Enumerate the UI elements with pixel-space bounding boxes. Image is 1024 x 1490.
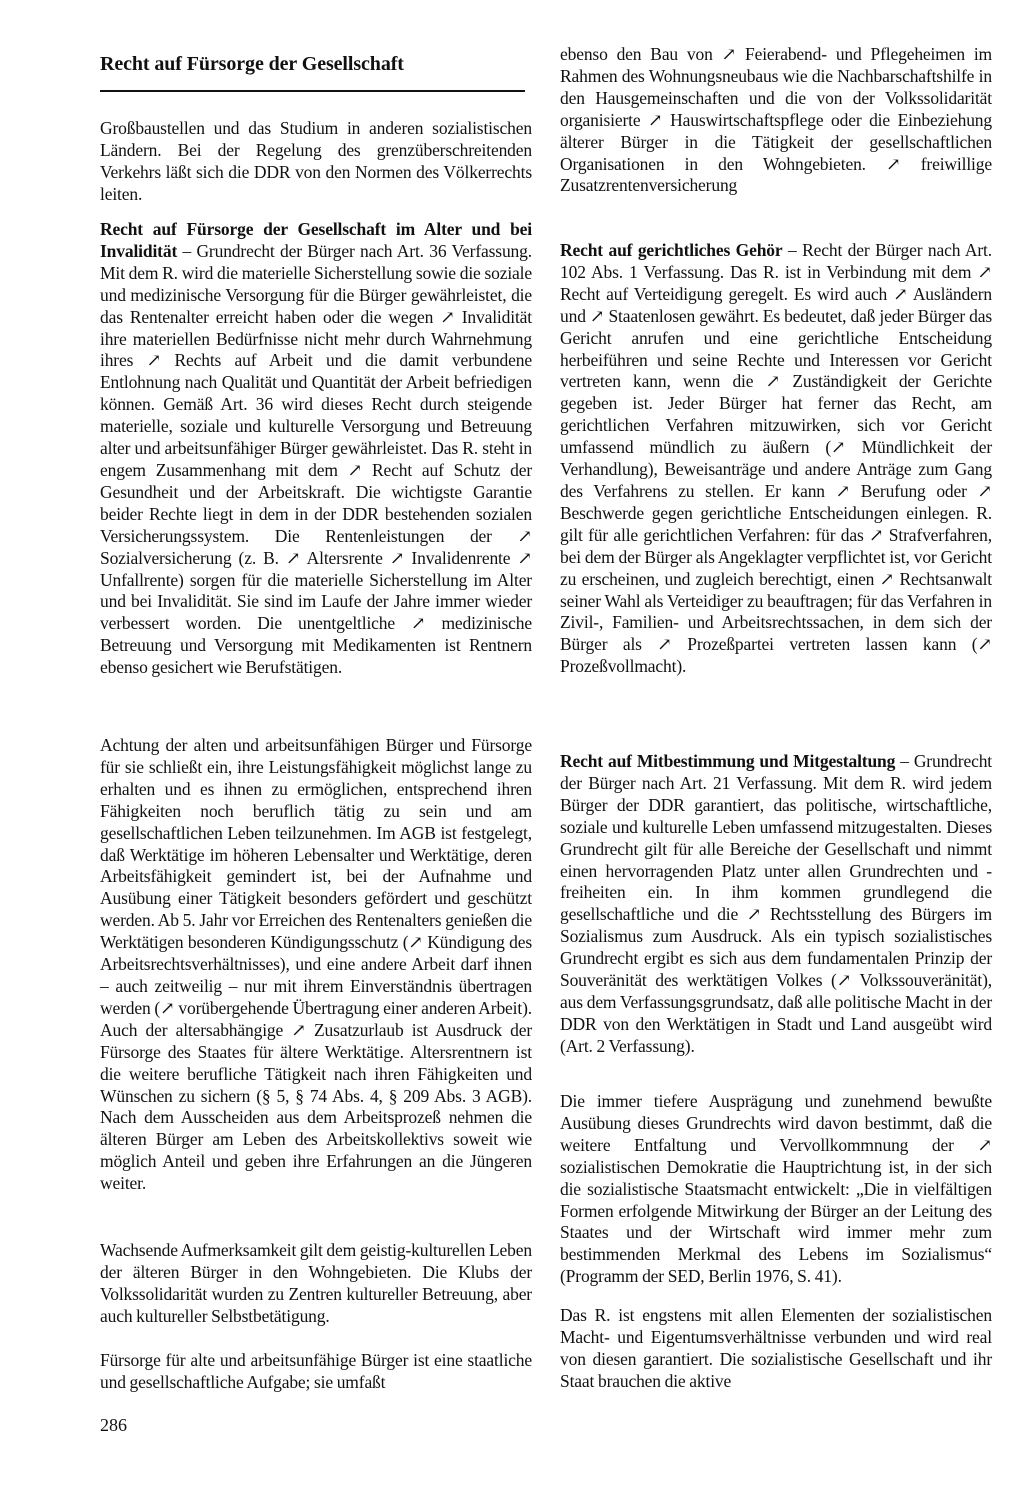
- entry-paragraph: Die immer tiefere Ausprägung und zunehmend bewußte Ausübung dieses Grundrechts wird davon bestimmt, daß die weitere Entfaltung und Vervollkommnung der ↗ sozialistischen Demokratie die Hauptrichtung ist, in der sich die sozialistische Staatsmacht entwickelt: „Die in vielfältigen Formen erfolgende Mitwirkung der Bürger an der Leitung des Staates und der Wirtschaft wird immer mehr zum bestimmenden Merkmal des Lebens im Sozialismus“ (Programm der SED, Berlin 1976, S. 41).: [560, 1091, 992, 1287]
- running-header-title: Recht auf Fürsorge der Gesellschaft: [100, 53, 404, 75]
- entry-term: Recht auf Mitbestimmung und Mitgestaltung: [560, 751, 896, 771]
- entry-recht-alter-invaliditaet: [100, 219, 532, 679]
- entry-term: Recht auf gerichtliches Gehör: [560, 240, 783, 260]
- entry-text: – Recht der Bürger nach Art. 102 Abs. 1 Verfassung. Das R. ist in Verbindung mit dem ↗ Recht auf Verteidigung geregelt. Es wird auch ↗ Ausländern und ↗ Staatenlosen gewährt. Es bedeutet, daß jeder Bürger das Gericht anrufen und eine gerichtliche Entscheidung herbeiführen und seine Rechte und Interessen vor Gericht vertreten kann, wenn die ↗ Zuständigkeit der Gerichte gegeben ist. Jeder Bürger hat ferner das Recht, am gerichtlichen Verfahren mitzuwirken, sich vor Gericht umfassend mündlich zu äußern (↗ Mündlichkeit der Verhandlung), Beweisanträge und andere Anträge zum Gang des Verfahrens zu stellen. Er kann ↗ Berufung oder ↗ Beschwerde gegen gerichtliche Entscheidungen einlegen. R. gilt für alle gerichtlichen Verfahren: für das ↗ Strafverfahren, bei dem der Bürger als Angeklagter verpflichtet ist, vor Gericht zu erscheinen, und zugleich berechtigt, einen ↗ Rechtsanwalt seiner Wahl als Verteidiger zu beauftragen; für das Verfahren in Zivil-, Familien- und Arbeitsrechtssachen, in dem sich der Bürger als ↗ Prozeßpartei vertreten lassen kann (↗ Prozeßvollmacht).: [560, 240, 992, 677]
- entry-paragraph: Fürsorge für alte und arbeitsunfähige Bürger ist eine staatliche und gesellschaftliche Aufgabe; sie umfaßt: [100, 1350, 532, 1392]
- entry-term: Recht auf Fürsorge der Gesellschaft im Alter und bei Invalidität: [100, 219, 532, 261]
- entry-paragraph: Achtung der alten und arbeitsunfähigen Bürger und Fürsorge für sie schließt ein, ihre Leistungsfähigkeit möglichst lange zu erhalten und es ihnen zu ermöglichen, entsprechend ihren Fähigkeiten noch beruflich tätig zu sein und am gesellschaftlichen Leben teilzunehmen. Im AGB ist festgelegt, daß Werktätige im höheren Lebensalter und Werktätige, deren Arbeitsfähigkeit gemindert ist, bei der Aufnahme und Ausübung einer Tätigkeit besonders gefördert und geschützt werden. Ab 5. Jahr vor Erreichen des Rentenalters genießen die Werktätigen besonderen Kündigungsschutz (↗ Kündigung des Arbeitsrechtsverhältnisses), und eine andere Arbeit darf ihnen – auch zeitweilig – nur mit ihrem Einverständnis übertragen werden (↗ vorübergehende Übertragung einer anderen Arbeit). Auch der altersabhängige ↗ Zusatzurlaub ist Ausdruck der Fürsorge des Staates für ältere Werktätige. Altersrentnern ist die weitere berufliche Tätigkeit nach ihren Fähigkeiten und Wünschen zu sichern (§ 5, § 74 Abs. 4, § 209 Abs. 3 AGB). Nach dem Ausscheiden aus dem Arbeitsprozeß nehmen die älteren Bürger am Leben des Arbeitskollektivs soweit wie möglich Anteil und geben ihre Erfahrungen an die Jüngeren weiter.: [100, 735, 532, 1194]
- page-number: 286: [100, 1415, 127, 1435]
- continuation-paragraph-right: ebenso den Bau von ↗ Feierabend- und Pflegeheimen im Rahmen des Wohnungsneubaus wie die Nachbarschaftshilfe in den Hausgemeinschaften und die von der Volkssolidarität organisierte ↗ Hauswirtschaftspflege oder die Einbeziehung älterer Bürger in die Tätigkeit der gesellschaftlichen Organisationen in den Wohngebieten. ↗ freiwillige Zusatzrentenversicherung: [560, 44, 992, 196]
- running-header: [100, 52, 525, 76]
- entry-text: – Grundrecht der Bürger nach Art. 21 Verfassung. Mit dem R. wird jedem Bürger der DDR garantiert, das politische, wirtschaftliche, soziale und kulturelle Leben umfassend mitzugestalten. Dieses Grundrecht gilt für alle Bereiche der Gesellschaft und nimmt einen hervorragenden Platz unter allen Grundrechten und -freiheiten ein. In ihm kommen grundlegend die gesellschaftliche und die ↗ Rechtsstellung des Bürgers im Sozialismus zum Ausdruck. Als ein typisch sozialistisches Grundrecht ergibt es sich aus dem fundamentalen Prinzip der Souveränität des werktätigen Volkes (↗ Volkssouveränität), aus dem Verfassungsgrundsatz, daß alle politische Macht in der DDR von den Werktätigen in Stadt und Land ausgeübt wird (Art. 2 Verfassung).: [560, 751, 993, 1056]
- entry-recht-mitbestimmung: [560, 751, 992, 1058]
- entry-recht-gerichtliches-gehoer: [560, 240, 992, 678]
- header-rule: [100, 90, 525, 92]
- entry-text: – Grundrecht der Bürger nach Art. 36 Verfassung. Mit dem R. wird die materielle Sicherstellung sowie die soziale und medizinische Versorgung für die Bürger gewährleistet, die das Rentenalter erreicht haben oder die wegen ↗ Invalidität ihre materiellen Bedürfnisse nicht mehr durch Wahrnehmung ihres ↗ Rechts auf Arbeit und die damit verbundene Entlohnung nach Qualität und Quantität der Arbeit befriedigen können. Gemäß Art. 36 wird dieses Recht durch steigende materielle, soziale und kulturelle Versorgung und Betreuung alter und arbeitsunfähiger Bürger gewährleistet. Das R. steht in engem Zusammenhang mit dem ↗ Recht auf Schutz der Gesundheit und der Arbeitskraft. Die wichtigste Garantie beider Rechte liegt in dem in der DDR bestehenden sozialen Versicherungssystem. Die Rentenleistungen der ↗ Sozialversicherung (z. B. ↗ Altersrente ↗ Invalidenrente ↗ Unfallrente) sorgen für die materielle Sicherstellung im Alter und bei Invalidität. Sie sind im Laufe der Jahre immer wieder verbessert worden. Die unentgeltliche ↗ medizinische Betreuung und Versorgung mit Medikamenten ist Rentnern ebenso gesichert wie Berufstätigen.: [100, 240, 532, 678]
- continuation-paragraph-left: Großbaustellen und das Studium in anderen sozialistischen Ländern. Bei der Regelung des grenzüberschreitenden Verkehrs läßt sich die DDR von den Normen des Völkerrechts leiten.: [100, 118, 532, 204]
- entry-paragraph: Wachsende Aufmerksamkeit gilt dem geistig-kulturellen Leben der älteren Bürger in den Wohngebieten. Die Klubs der Volkssolidarität wurden zu Zentren kultureller Betreuung, aber auch kultureller Selbstbetätigung.: [100, 1240, 532, 1326]
- entry-paragraph: Das R. ist engstens mit allen Elementen der sozialistischen Macht- und Eigentumsverhältnisse verbunden und wird real von diesen garantiert. Die sozialistische Gesellschaft und ihr Staat brauchen die aktive: [560, 1305, 992, 1391]
